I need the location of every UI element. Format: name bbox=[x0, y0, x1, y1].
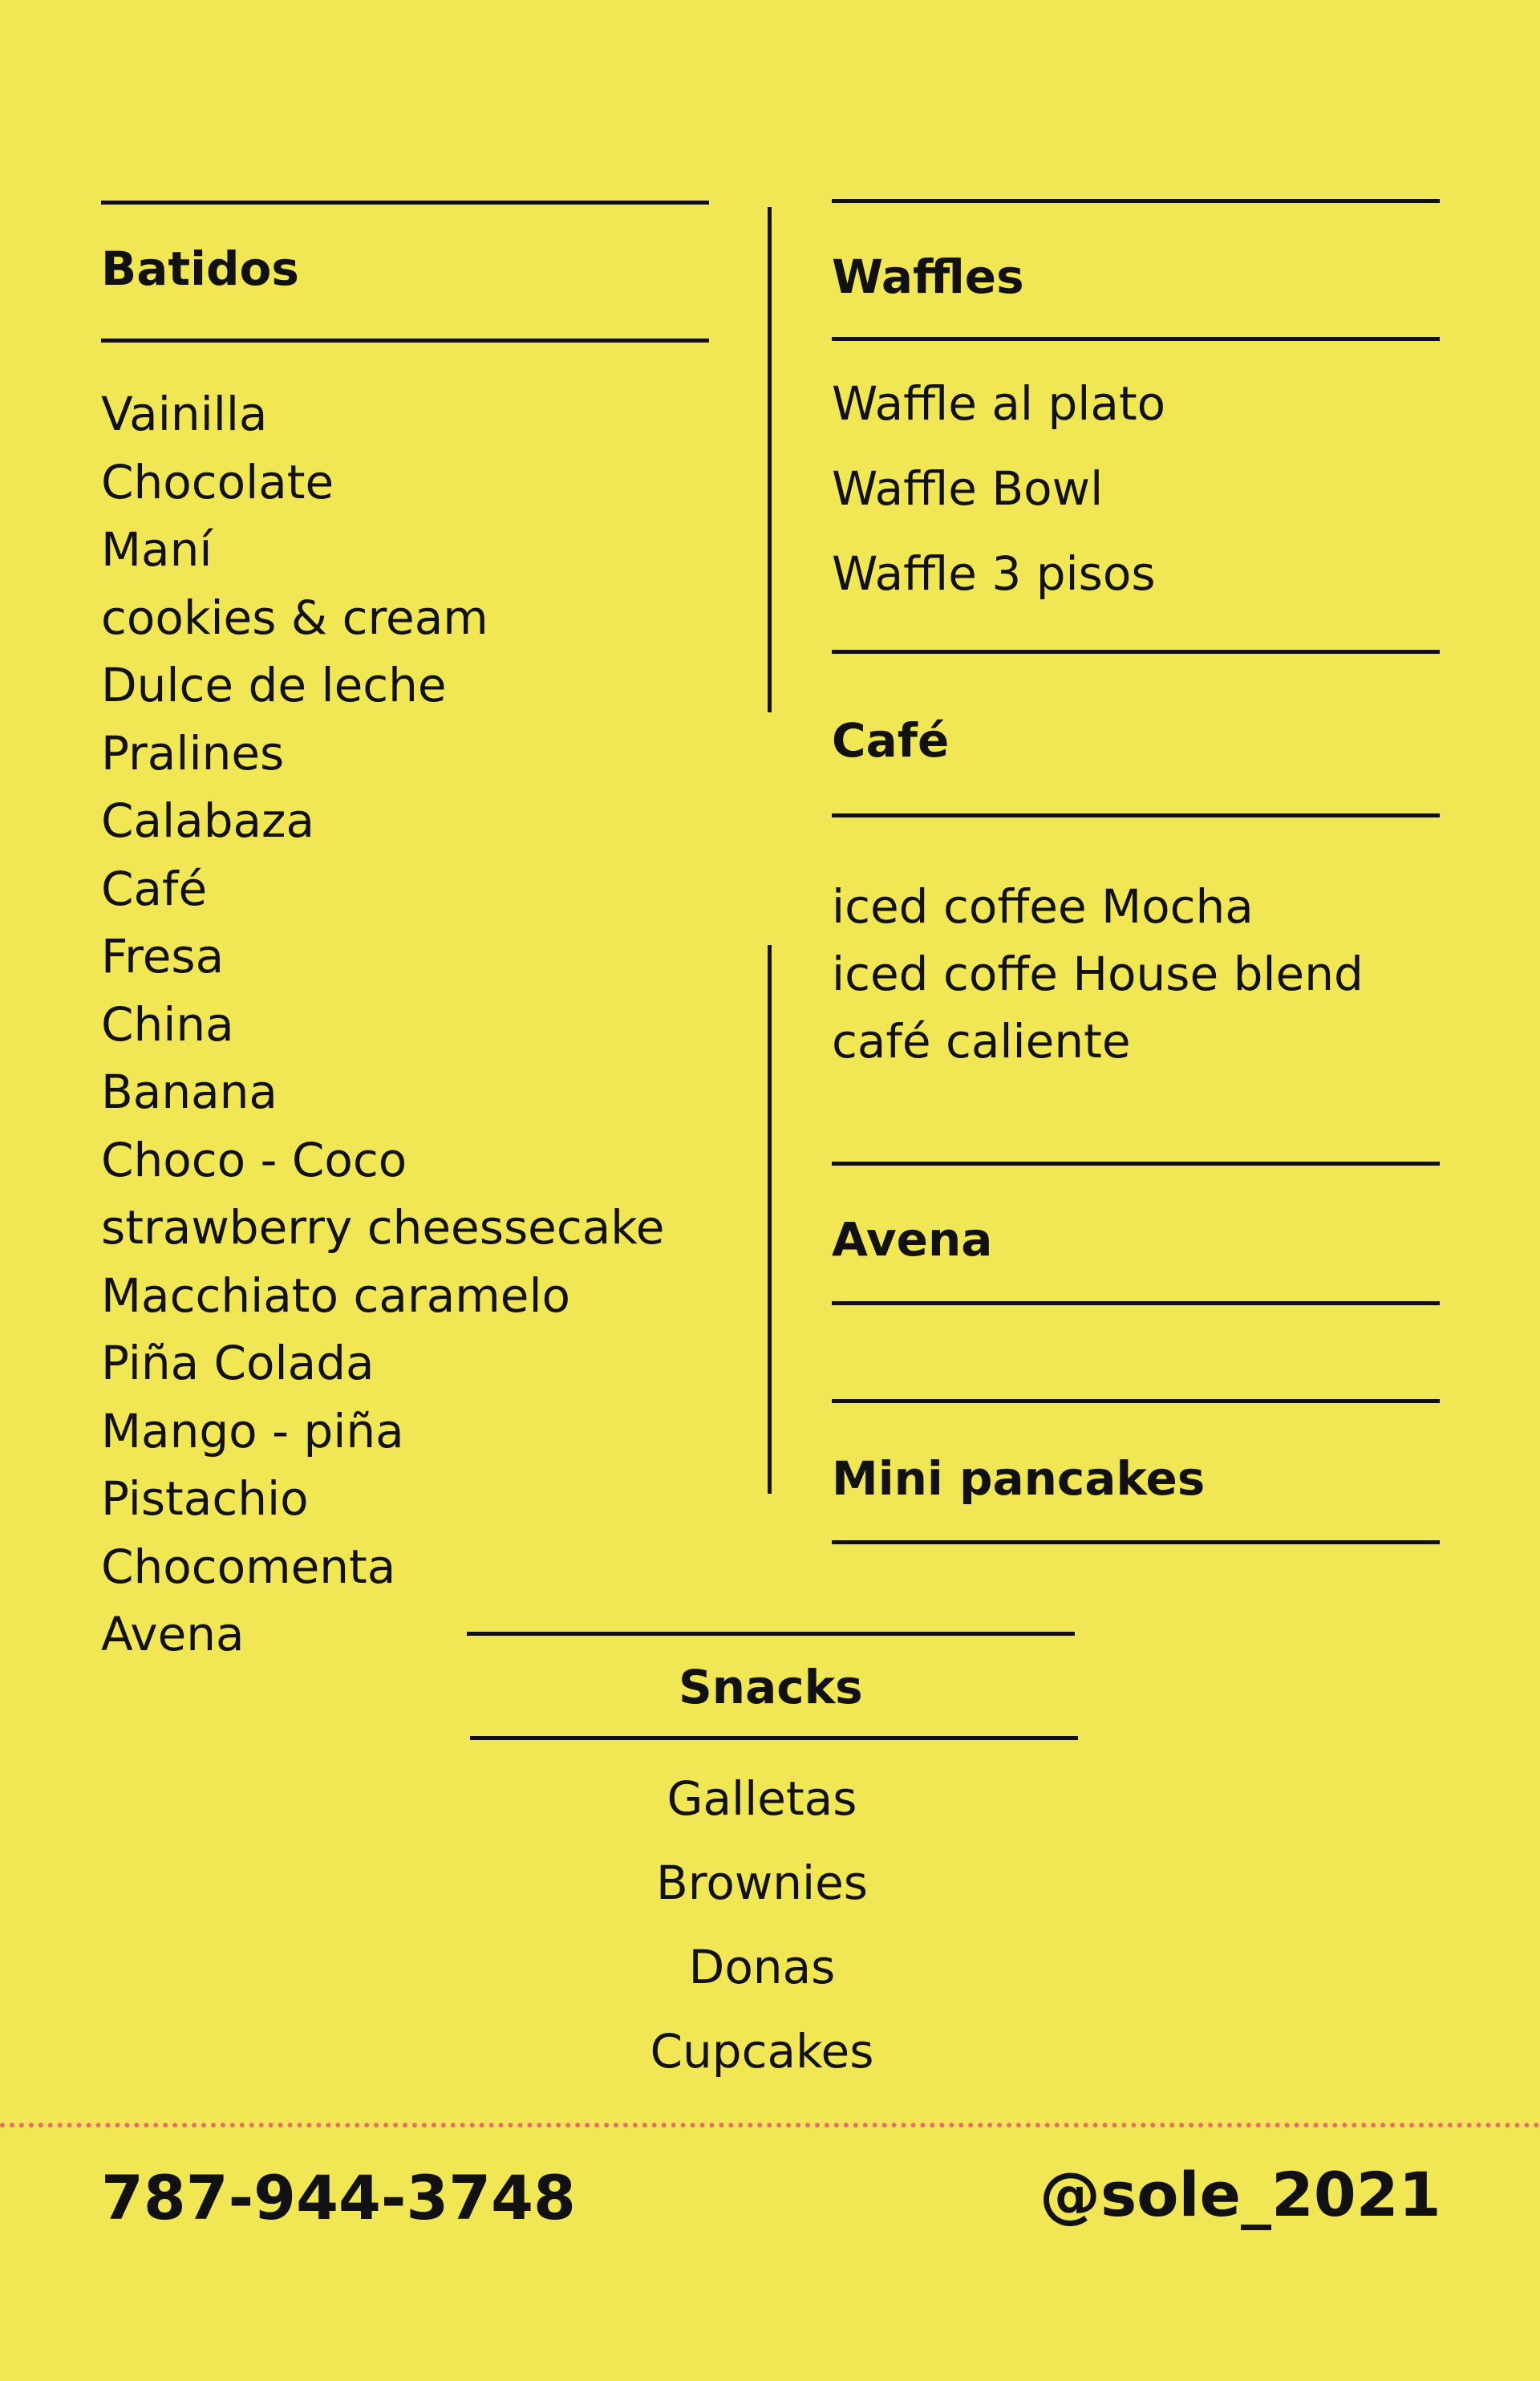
snacks-item: Galletas bbox=[667, 1771, 857, 1826]
batidos-item: Café bbox=[101, 861, 208, 916]
mini-pancakes-heading: Mini pancakes bbox=[832, 1451, 1206, 1506]
batidos-item: Pralines bbox=[101, 725, 285, 781]
snacks-item: Brownies bbox=[655, 1856, 869, 1910]
avena-bottom-rule bbox=[832, 1301, 1440, 1305]
batidos-heading: Batidos bbox=[101, 241, 299, 296]
waffles-bottom-rule bbox=[832, 337, 1440, 341]
waffles-item: Waffle al plato bbox=[832, 376, 1166, 431]
batidos-item: Dulce de leche bbox=[101, 658, 447, 712]
batidos-item: Calabaza bbox=[101, 793, 315, 848]
batidos-item: Vainilla bbox=[101, 387, 268, 441]
snacks-item: Donas bbox=[688, 1940, 836, 1994]
batidos-item: China bbox=[101, 996, 234, 1052]
footer-divider bbox=[0, 2123, 1540, 2127]
batidos-item: Banana bbox=[101, 1065, 278, 1119]
cafe-item: café caliente bbox=[832, 1014, 1131, 1069]
batidos-item: Piña Colada bbox=[101, 1336, 375, 1390]
snacks-list bbox=[441, 1757, 1083, 2094]
batidos-item: Pistachio bbox=[101, 1471, 309, 1526]
batidos-item: Maní bbox=[101, 522, 213, 577]
snacks-bottom-rule bbox=[470, 1736, 1078, 1740]
column-divider-top bbox=[768, 207, 772, 712]
cafe-item: iced coffe House blend bbox=[832, 947, 1364, 1001]
avena-top-rule bbox=[832, 1162, 1440, 1166]
cafe-list bbox=[832, 873, 1364, 1075]
batidos-item: Mango - piña bbox=[101, 1403, 404, 1458]
waffles-top-rule bbox=[832, 199, 1440, 203]
batidos-item: Chocomenta bbox=[101, 1539, 396, 1594]
batidos-item: Avena bbox=[101, 1607, 245, 1661]
batidos-item: strawberry cheessecake bbox=[101, 1200, 665, 1255]
waffles-item: Waffle Bowl bbox=[832, 461, 1104, 516]
phone-number: 787-944-3748 bbox=[101, 2162, 576, 2233]
snacks-top-rule bbox=[467, 1632, 1075, 1636]
cafe-bottom-rule bbox=[832, 813, 1440, 817]
social-handle: @sole_2021 bbox=[1040, 2159, 1441, 2230]
batidos-item: cookies & cream bbox=[101, 590, 488, 645]
batidos-item: Chocolate bbox=[101, 454, 334, 509]
column-divider-bottom bbox=[768, 945, 772, 1494]
cafe-heading: Café bbox=[832, 713, 950, 768]
mini-pancakes-top-rule bbox=[832, 1399, 1440, 1403]
batidos-list bbox=[101, 380, 665, 1669]
batidos-item: Choco - Coco bbox=[101, 1132, 407, 1187]
batidos-top-rule bbox=[101, 201, 709, 205]
waffles-item: Waffle 3 pisos bbox=[832, 546, 1156, 601]
batidos-bottom-rule bbox=[101, 339, 709, 343]
avena-heading: Avena bbox=[832, 1212, 993, 1267]
waffles-list bbox=[832, 361, 1165, 616]
batidos-item: Macchiato caramelo bbox=[101, 1268, 571, 1323]
snacks-heading: Snacks bbox=[679, 1660, 863, 1714]
cafe-item: iced coffee Mocha bbox=[832, 879, 1254, 934]
snacks-item: Cupcakes bbox=[650, 2024, 874, 2079]
mini-pancakes-bottom-rule bbox=[832, 1540, 1440, 1544]
waffles-heading: Waffles bbox=[832, 249, 1024, 304]
batidos-item: Fresa bbox=[101, 929, 225, 984]
cafe-top-rule bbox=[832, 650, 1440, 654]
